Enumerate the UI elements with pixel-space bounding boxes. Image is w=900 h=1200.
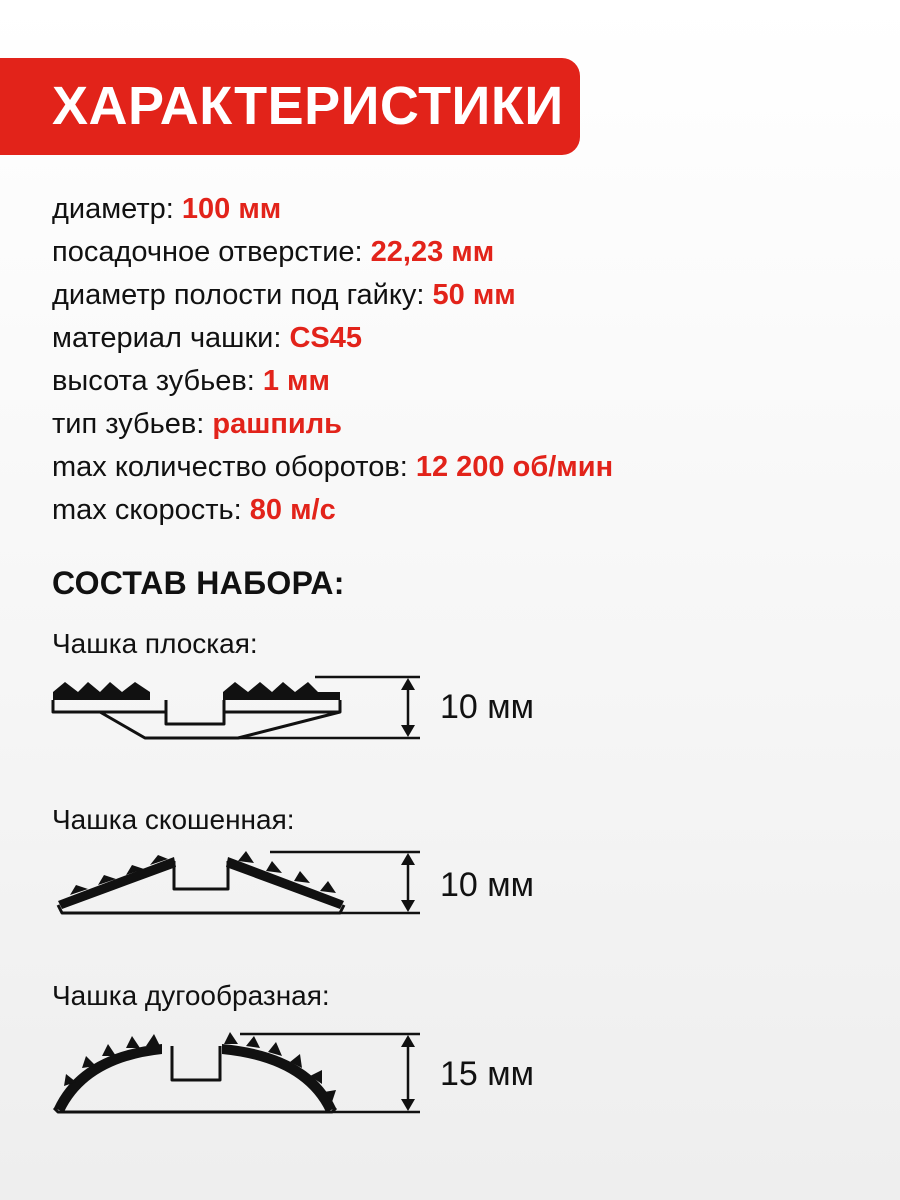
spec-label: max скорость: (52, 494, 250, 526)
spec-label: max количество оборотов: (52, 451, 416, 483)
spec-item (52, 188, 613, 231)
cup-beveled-height: 10 мм (440, 866, 535, 904)
cup-beveled-label: Чашка скошенная: (52, 804, 295, 835)
spec-value: 50 мм (432, 279, 516, 311)
beveled-cup-profile-icon (40, 845, 430, 925)
spec-label: посадочное отверстие: (52, 236, 371, 268)
spec-label: диаметр: (52, 193, 182, 225)
kit-title: СОСТАВ НАБОРА: (52, 565, 345, 601)
spec-item (52, 317, 613, 360)
spec-item (52, 403, 613, 446)
spec-item (52, 231, 613, 274)
cup-arched-height: 15 мм (440, 1055, 535, 1093)
cup-flat-height: 10 мм (440, 688, 535, 726)
spec-value: 12 200 об/мин (415, 451, 614, 483)
spec-item (52, 360, 613, 403)
header-banner (0, 58, 580, 155)
spec-label: диаметр полости под гайку: (52, 279, 433, 311)
spec-value: 22,23 мм (370, 236, 495, 268)
spec-value: CS45 (289, 322, 362, 354)
spec-item (52, 489, 613, 532)
spec-label: материал чашки: (52, 322, 290, 354)
spec-item (52, 446, 613, 489)
spec-value: 80 м/с (249, 494, 336, 526)
cup-arched-label: Чашка дугообразная: (52, 980, 330, 1011)
page-title: ХАРАКТЕРИСТИКИ (52, 76, 564, 136)
arched-cup-profile-icon (40, 1028, 430, 1118)
spec-list (52, 188, 613, 532)
spec-value: 1 мм (262, 365, 330, 397)
spec-item (52, 274, 613, 317)
spec-value: 100 мм (181, 193, 282, 225)
flat-cup-profile-icon (40, 670, 430, 750)
spec-label: высота зубьев: (52, 365, 263, 397)
spec-value: рашпиль (212, 408, 343, 440)
spec-label: тип зубьев: (52, 408, 213, 440)
cup-flat-label: Чашка плоская: (52, 628, 258, 659)
